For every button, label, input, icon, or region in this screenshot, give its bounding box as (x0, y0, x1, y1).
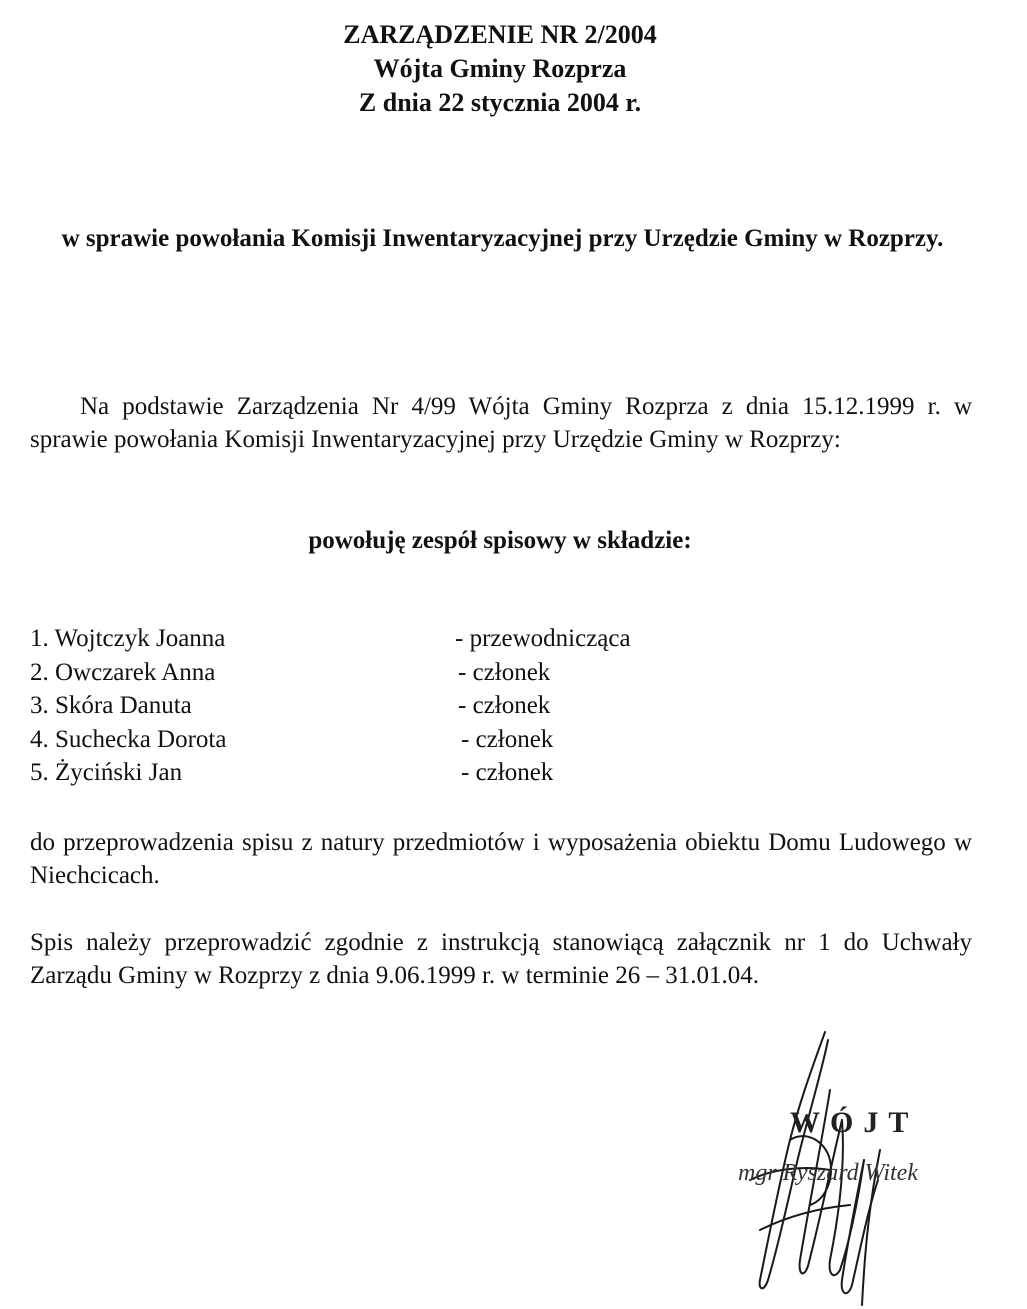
header-date: Z dnia 22 stycznia 2004 r. (358, 88, 642, 117)
member-role: - przewodnicząca (455, 625, 631, 652)
header-issuer: Wójta Gminy Rozprza (373, 54, 627, 83)
member-name: 2. Owczarek Anna (30, 658, 216, 686)
member-name: 5. Życiński Jan (30, 759, 183, 787)
member-role: - członek (458, 658, 551, 686)
list-item (30, 689, 730, 723)
document-subject: w sprawie powołania Komisji Inwentaryzacyjnej przy Urzędzie Gminy w Rozprzy. (61, 225, 944, 252)
list-item (30, 756, 730, 790)
stamp-name: mgr Ryszard Witek (738, 1160, 918, 1186)
purpose-paragraph: do przeprowadzenia spisu z natury przedmiotów i wyposażenia obiektu Domu Ludowego w Niechcicach. (30, 829, 972, 889)
member-name: 4. Suchecka Dorota (30, 725, 227, 753)
document-header (0, 18, 1000, 120)
basis-paragraph: Na podstawie Zarządzenia Nr 4/99 Wójta Gminy Rozprza z dnia 15.12.1999 r. w sprawie powołania Komisji Inwentaryzacyjnej przy Urzędzie Gminy w Rozprzy: (30, 393, 972, 453)
member-role: - członek (461, 725, 554, 753)
list-item (30, 622, 730, 656)
header-title: ZARZĄDZENIE NR 2/2004 (343, 20, 657, 49)
member-list (30, 622, 730, 790)
member-name: 3. Skóra Danuta (30, 692, 192, 720)
appoint-heading: powołuję zespół spisowy w składzie: (308, 527, 692, 554)
member-role: - członek (458, 692, 551, 720)
list-item (30, 723, 730, 757)
instruction-paragraph: Spis należy przeprowadzić zgodnie z instrukcją stanowiącą załącznik nr 1 do Uchwały Zarządu Gminy w Rozprzy z dnia 9.06.1999 r. w terminie 26 – 31.01.04. (30, 929, 972, 989)
list-item (30, 656, 730, 690)
member-name: 1. Wojtczyk Joanna (30, 625, 226, 652)
member-role: - członek (461, 759, 554, 787)
stamp-title: WÓJT (790, 1106, 919, 1139)
